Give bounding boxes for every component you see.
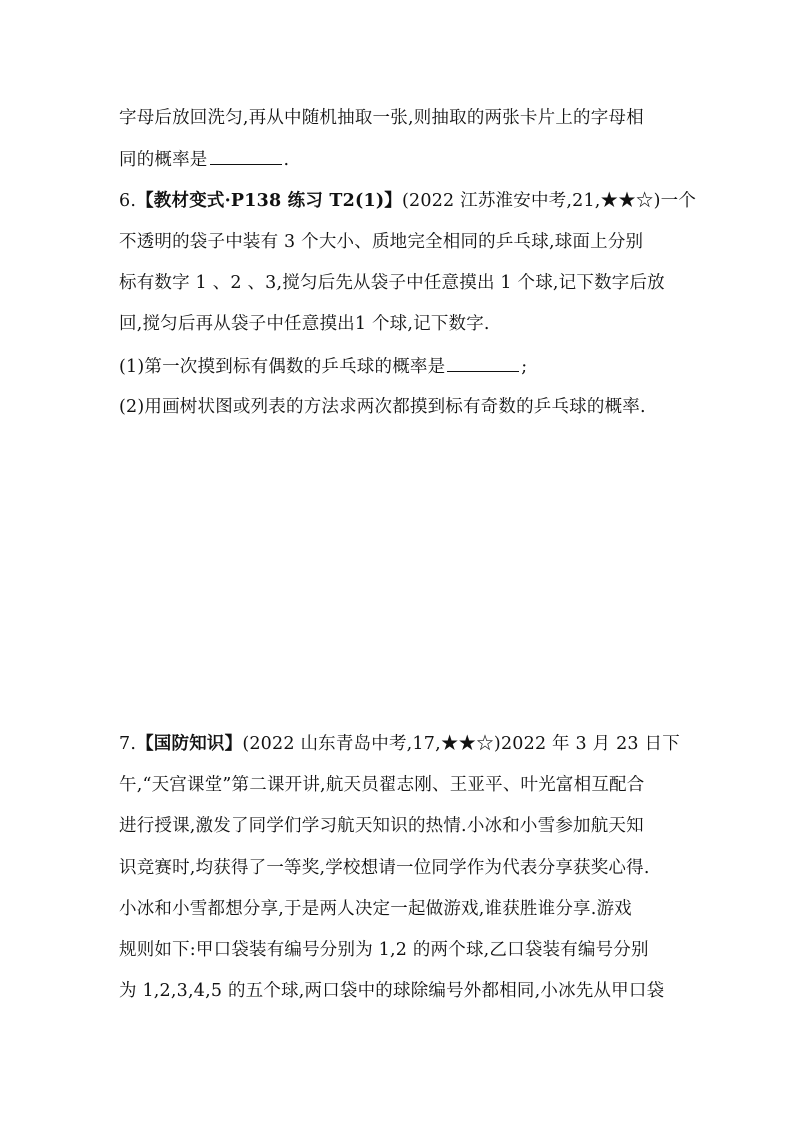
q7-tag: 【国防知识】 (136, 734, 243, 754)
q6-part-2: (2)用画树状图或列表的方法求两次都摸到标有奇数的乒乓球的概率. (119, 397, 646, 417)
q5-text-line-2 (119, 148, 679, 171)
q5-answer-blank (210, 148, 282, 165)
q6-tag: 【教材变式·P138 练习 T2(1)】 (136, 191, 403, 211)
q6-text-line-4: 回,搅匀后再从袋子中任意摸出1 个球,记下数字. (119, 314, 490, 334)
q6-text-line-3: 标有数字 1 、2 、3,搅匀后先从袋子中任意摸出 1 个球,记下数字后放 (119, 273, 665, 293)
q6-header-line (119, 190, 697, 212)
q7-source: (2022 山东青岛中考,17,★★☆)2022 年 3 月 23 日下 (242, 734, 680, 754)
q6-part1-prefix: (1)第一次摸到标有偶数的乒乓球的概率是 (119, 357, 446, 377)
q7-text-line-5: 小冰和小雪都想分享,于是两人决定一起做游戏,谁获胜谁分享.游戏 (119, 899, 632, 919)
q7-text-line-7: 为 1,2,3,4,5 的五个球,两口袋中的球除编号外都相同,小冰先从甲口袋 (119, 981, 665, 1001)
q6-part-1 (119, 355, 679, 378)
q6-source: (2022 江苏淮安中考,21,★★☆)一个 (402, 191, 697, 211)
q5-text-line-1: 字母后放回洗匀,再从中随机抽取一张,则抽取的两张卡片上的字母相 (119, 108, 644, 128)
q5-answer-suffix: . (283, 150, 290, 170)
q6-part1-suffix: ; (521, 357, 528, 377)
q5-answer-prefix: 同的概率是 (119, 150, 208, 170)
q7-header-line (119, 733, 679, 755)
q6-number: 6. (119, 191, 137, 211)
q7-text-line-6: 规则如下:甲口袋装有编号分别为 1,2 的两个球,乙口袋装有编号分别 (119, 940, 649, 960)
q7-text-line-3: 进行授课,激发了同学们学习航天知识的热情.小冰和小雪参加航天知 (119, 816, 644, 836)
q7-text-line-4: 识竞赛时,均获得了一等奖,学校想请一位同学作为代表分享获奖心得. (119, 858, 650, 878)
q7-text-line-2: 午,“天宫课堂”第二课开讲,航天员翟志刚、王亚平、叶光富相互配合 (119, 775, 645, 795)
q6-part1-blank (447, 355, 519, 372)
q6-text-line-2: 不透明的袋子中装有 3 个大小、质地完全相同的乒乓球,球面上分别 (119, 232, 644, 252)
q7-number: 7. (119, 734, 137, 754)
